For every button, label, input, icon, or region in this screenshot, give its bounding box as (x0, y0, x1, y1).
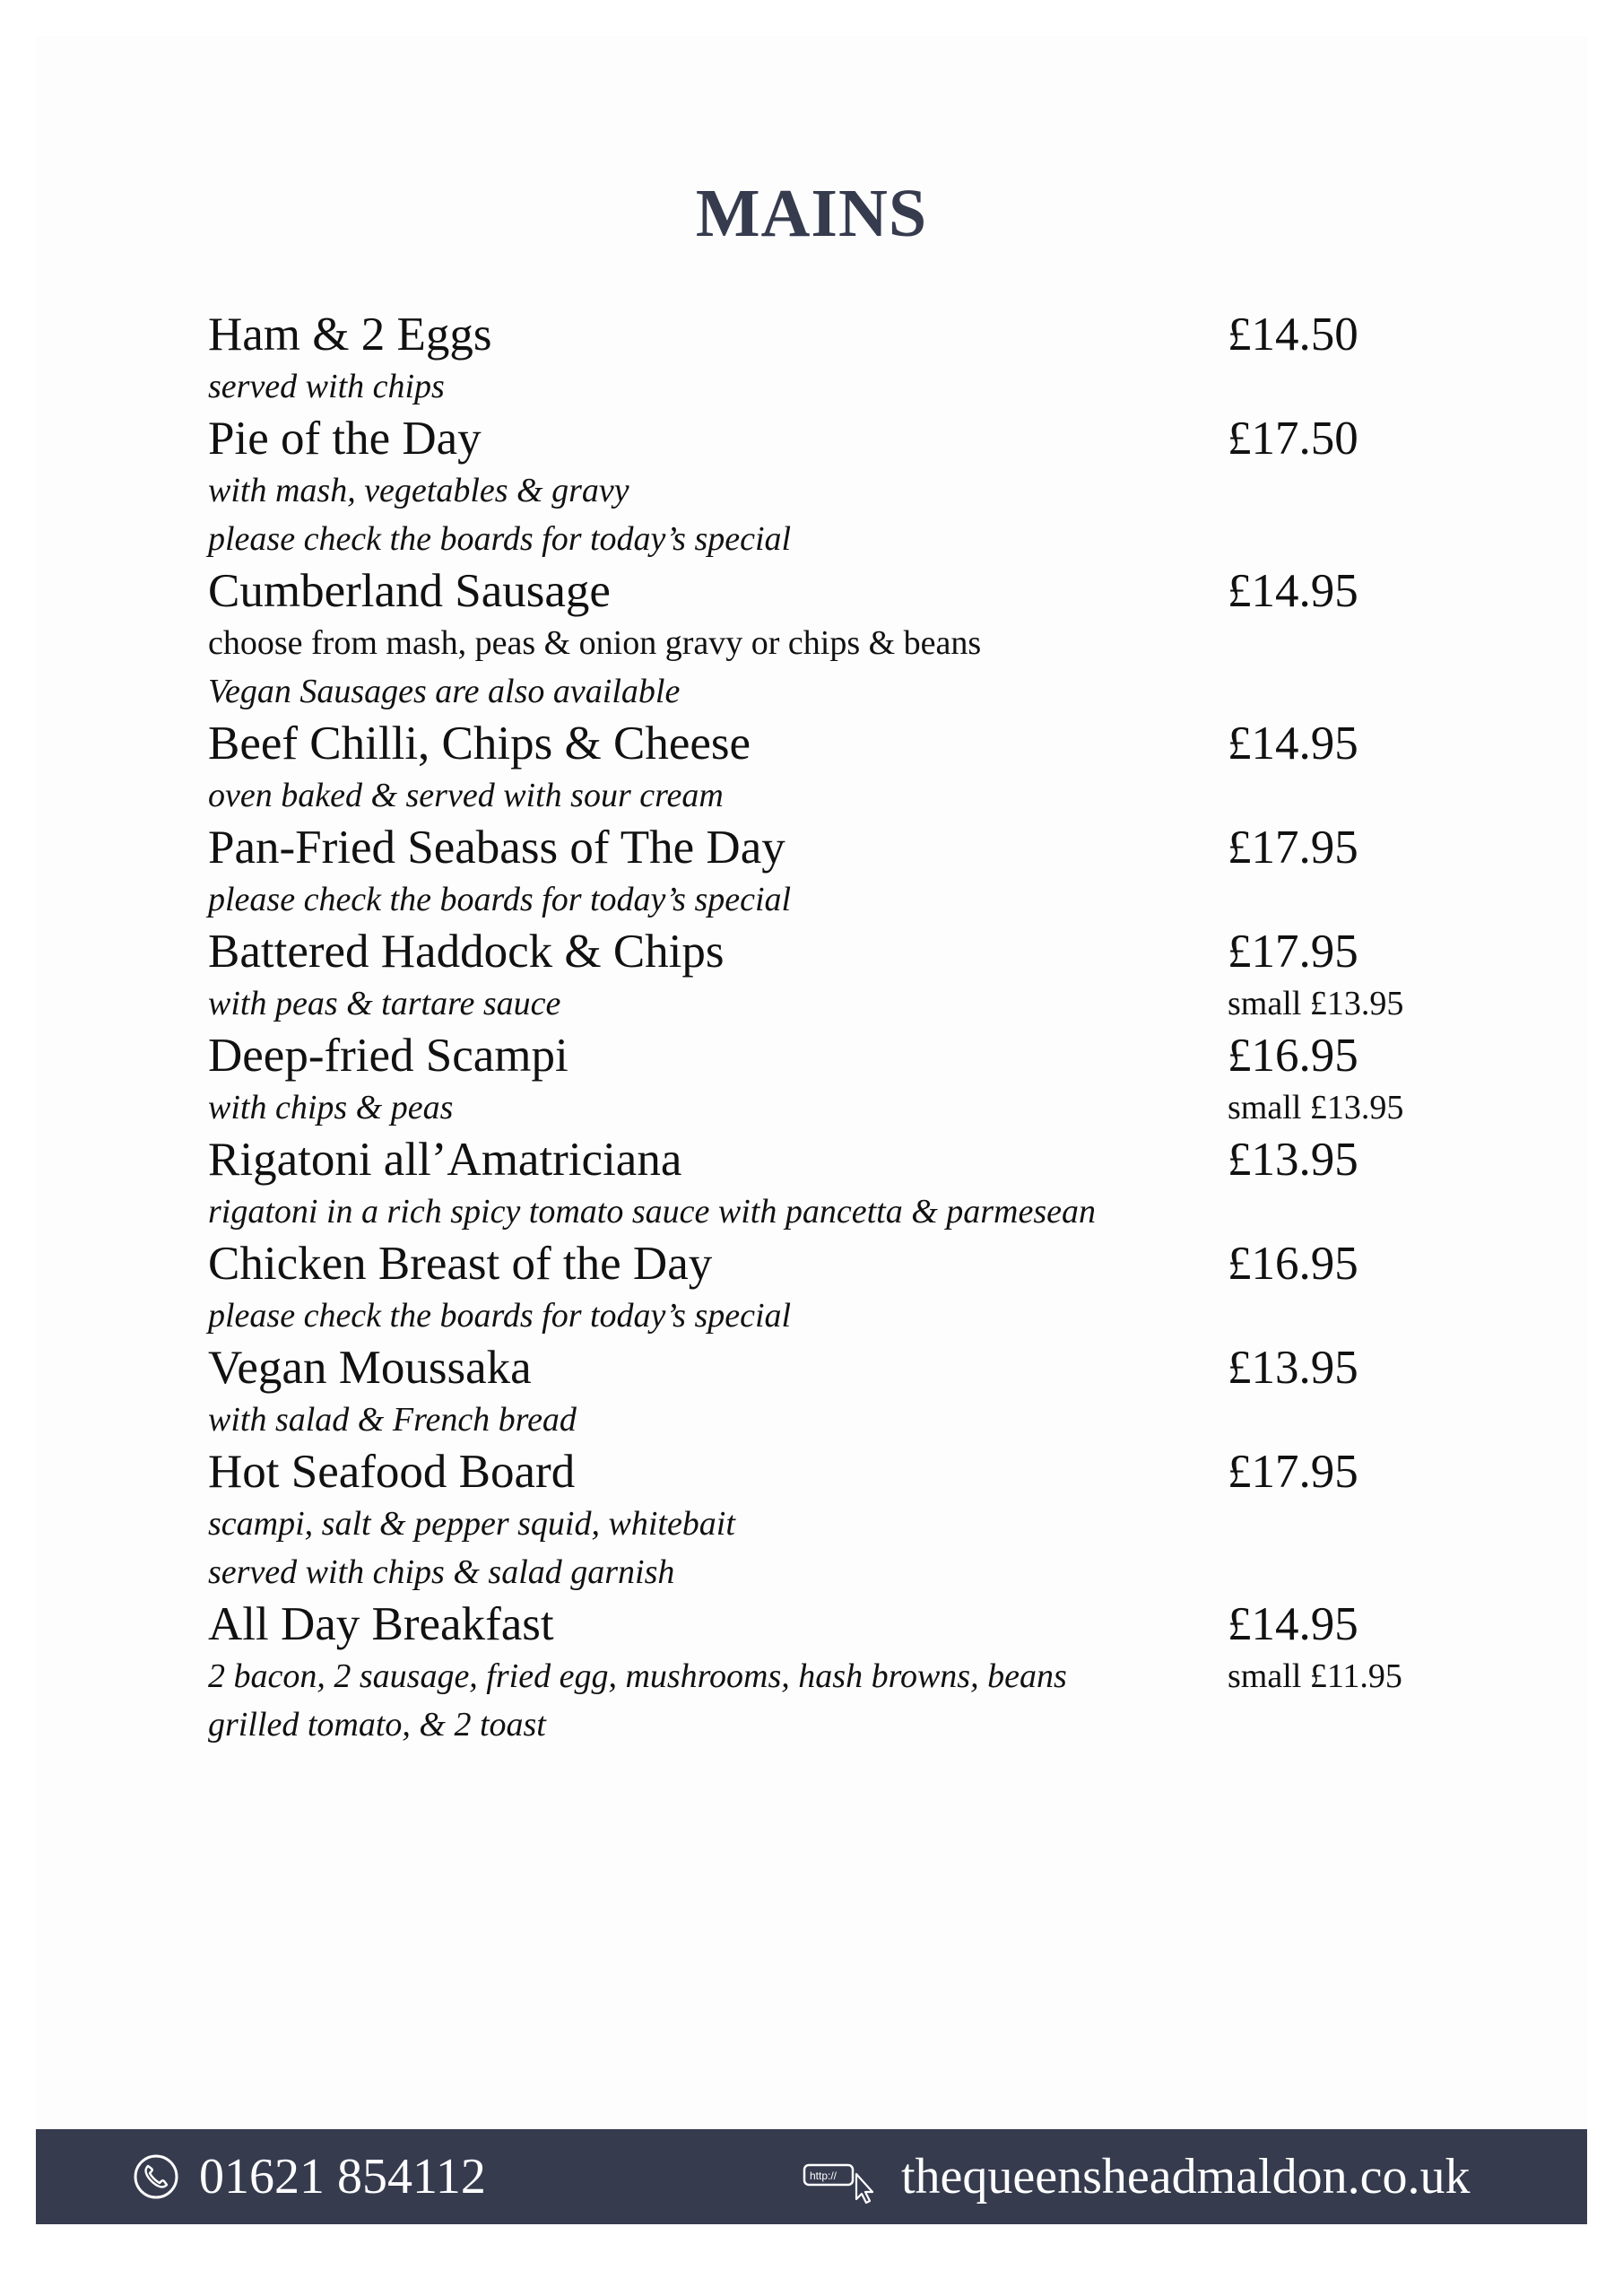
menu-item-small-price: small £11.95 (1228, 1657, 1402, 1695)
menu-item-price: £17.95 (1228, 1446, 1358, 1498)
menu-item-name: Beef Chilli, Chips & Cheese (208, 718, 751, 770)
menu-item-description: Vegan Sausages are also available (208, 673, 681, 710)
menu-item (208, 563, 1463, 716)
svg-text:http://: http:// (810, 2170, 838, 2182)
menu-item (208, 716, 1463, 820)
menu-item-price: £14.95 (1228, 1598, 1358, 1650)
menu-item-name: Chicken Breast of the Day (208, 1238, 713, 1290)
menu-item (208, 1028, 1463, 1132)
menu-item-name: Battered Haddock & Chips (208, 926, 725, 978)
menu-item-small-price: small £13.95 (1228, 985, 1404, 1022)
menu-item (208, 1596, 1463, 1749)
menu-item-price: £16.95 (1228, 1238, 1358, 1290)
menu-item (208, 924, 1463, 1028)
menu-item-description: with salad & French bread (208, 1401, 577, 1439)
menu-item-description: rigatoni in a rich spicy tomato sauce with pancetta & parmesean (208, 1193, 1097, 1231)
menu-item-description: served with chips (208, 368, 445, 405)
menu-item-description: with chips & peas (208, 1089, 454, 1126)
menu-item-name: Pie of the Day (208, 413, 482, 465)
menu-item-price: £14.50 (1228, 309, 1358, 361)
menu-item-description: oven baked & served with sour cream (208, 777, 724, 814)
menu-item (208, 1236, 1463, 1340)
menu-item-name: Cumberland Sausage (208, 565, 611, 617)
contact-footer (36, 2129, 1587, 2224)
menu-item-name: Pan-Fried Seabass of The Day (208, 822, 785, 874)
menu-item-description: please check the boards for today’s special (208, 881, 792, 918)
menu-item-description: with mash, vegetables & gravy (208, 472, 629, 509)
menu-item-description: served with chips & salad garnish (208, 1553, 675, 1591)
menu-item (208, 1340, 1463, 1444)
menu-item-description: please check the boards for today’s special (208, 520, 792, 558)
menu-item-description: 2 bacon, 2 sausage, fried egg, mushrooms, hash browns, beans (208, 1657, 1067, 1695)
menu-item-description: with peas & tartare sauce (208, 985, 561, 1022)
phone-number[interactable]: 01621 854112 (199, 2149, 486, 2205)
menu-item-name: Ham & 2 Eggs (208, 309, 492, 361)
menu-item-name: All Day Breakfast (208, 1598, 554, 1650)
menu-item-description: grilled tomato, & 2 toast (208, 1706, 546, 1744)
menu-item (208, 820, 1463, 924)
menu-item-price: £13.95 (1228, 1134, 1358, 1186)
web-link-icon (803, 2158, 874, 2205)
menu-item-name: Rigatoni all’Amatriciana (208, 1134, 682, 1186)
phone-icon (133, 2153, 179, 2200)
menu-item-price: £17.95 (1228, 926, 1358, 978)
menu-item (208, 1444, 1463, 1596)
menu-item-description: please check the boards for today’s special (208, 1297, 792, 1335)
menu-item-description: scampi, salt & pepper squid, whitebait (208, 1505, 735, 1543)
menu-item-small-price: small £13.95 (1228, 1089, 1404, 1126)
menu-item (208, 307, 1463, 411)
menu-item (208, 411, 1463, 563)
menu-item-description: choose from mash, peas & onion gravy or chips & beans (208, 624, 982, 662)
website-link[interactable]: thequeensheadmaldon.co.uk (901, 2149, 1471, 2205)
menu-item (208, 1132, 1463, 1236)
page-title: MAINS (695, 176, 928, 251)
menu-item-price: £17.95 (1228, 822, 1358, 874)
menu-item-price: £17.50 (1228, 413, 1358, 465)
menu-item-price: £14.95 (1228, 565, 1358, 617)
menu-item-name: Vegan Moussaka (208, 1342, 532, 1394)
menu-item-name: Hot Seafood Board (208, 1446, 576, 1498)
menu-item-price: £14.95 (1228, 718, 1358, 770)
menu-item-name: Deep-fried Scampi (208, 1030, 568, 1082)
menu-item-price: £13.95 (1228, 1342, 1358, 1394)
menu-item-price: £16.95 (1228, 1030, 1358, 1082)
menu-list (208, 307, 1463, 1749)
